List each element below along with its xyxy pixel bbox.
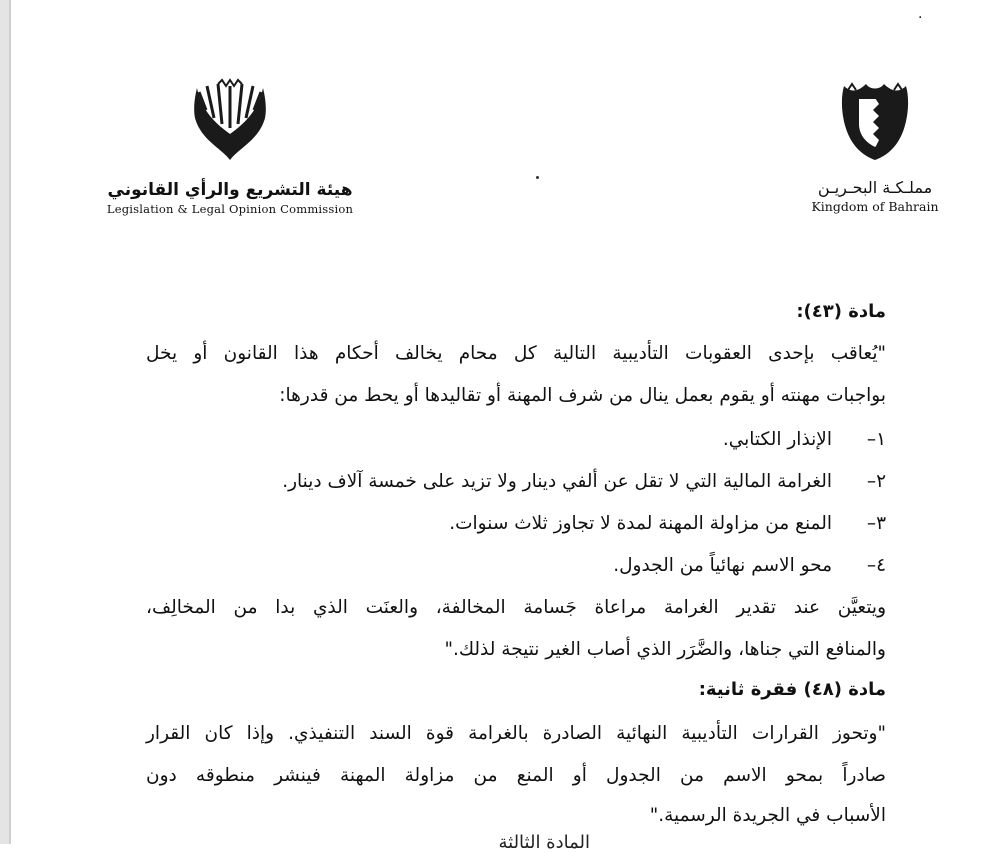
- kingdom-name-english: Kingdom of Bahrain: [811, 199, 939, 214]
- article-48-line3: الأسباب في الجريدة الرسمية.": [649, 805, 886, 826]
- item-text: الإنذار الكتابي.: [722, 429, 832, 450]
- item-number: ٤–: [866, 555, 886, 576]
- article-48-line1: "وتحوز القرارات التأديبية النهائية الصادرة بالغرامة قوة السند التنفيذي. وإذا كان القرار: [146, 723, 886, 744]
- bahrain-emblem-block: [800, 80, 950, 214]
- article-43-item-2: [146, 470, 886, 494]
- commission-logo-block: [100, 78, 360, 216]
- article-43-item-4: [146, 554, 886, 578]
- page-left-shadow: [9, 0, 11, 844]
- kingdom-name-arabic: مملـكـة البحـريـن: [817, 178, 933, 197]
- article-43-heading: مادة (٤٣):: [796, 301, 886, 322]
- article-43-closing-line2: والمنافع التي جناها، والضَّرَر الذي أصاب الغير نتيجة لذلك.": [444, 639, 886, 660]
- article-43-closing-line1: ويتعيَّن عند تقدير الغرامة مراعاة جَسامة المخالفة، والعنَت الذي بدا من المخالِف،: [146, 597, 886, 618]
- article-48-line2: صادراً بمحو الاسم من الجدول أو المنع من مزاولة المهنة فينشر منطوقه دون: [146, 765, 886, 786]
- commission-name-english: Legislation & Legal Opinion Commission: [106, 202, 354, 216]
- open-book-logo-icon: [191, 78, 269, 162]
- bahrain-coat-of-arms-icon: [838, 80, 912, 162]
- article-43-item-3: [146, 512, 886, 536]
- corner-mark-icon: ·: [918, 10, 923, 26]
- item-text: المنع من مزاولة المهنة لمدة لا تجاوز ثلاث سنوات.: [449, 513, 832, 534]
- item-text: الغرامة المالية التي لا تقل عن ألفي دينار ولا تزيد على خمسة آلاف دينار.: [282, 471, 832, 492]
- article-43-item-1: [146, 428, 886, 452]
- cropped-next-heading: المادة الثالثة: [498, 832, 590, 852]
- scan-speck: [536, 176, 539, 179]
- article-48-heading: مادة (٤٨) فقرة ثانية:: [698, 679, 886, 700]
- item-number: ٣–: [866, 513, 886, 534]
- item-number: ٢–: [866, 471, 886, 492]
- item-number: ١–: [866, 429, 886, 450]
- commission-name-arabic: هيئة التشريع والرأي القانوني: [107, 180, 353, 200]
- article-43-intro-line1: "يُعاقب بإحدى العقوبات التأديبية التالية كل محام يخالف أحكام هذا القانون أو يخل: [146, 343, 886, 364]
- page-left-edge: [0, 0, 9, 844]
- item-text: محو الاسم نهائياً من الجدول.: [613, 555, 832, 576]
- article-43-intro-line2: بواجبات مهنته أو يقوم بعمل ينال من شرف المهنة أو تقاليدها أو يحط من قدرها:: [279, 385, 886, 406]
